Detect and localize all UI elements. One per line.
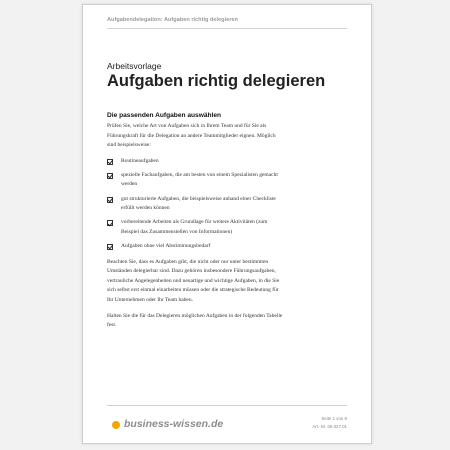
document-page (82, 4, 372, 444)
document-content (107, 111, 283, 337)
header-divider (107, 28, 347, 29)
section-heading: Die passenden Aufgaben auswählen (107, 112, 222, 119)
checked-checkbox-icon (107, 173, 113, 179)
checklist-item (107, 218, 283, 237)
brand-logo-text: business-wissen.de (124, 418, 224, 430)
closing-paragraph: Halten Sie die für das Delegieren möglichen Aufgaben in der folgenden Tabelle fest. (107, 312, 283, 329)
checklist-item (107, 195, 283, 214)
task-checklist (107, 157, 283, 252)
brand-dot-icon (112, 421, 120, 429)
checked-checkbox-icon (107, 159, 113, 165)
delegation-note-paragraph: Beachten Sie, dass es Aufgaben gibt, die nicht oder nur unter bestimmten Umständen delegierbar sind. Dazu gehören insbesondere Führungsaufgaben, vertrauliche Angelegenheiten und neuartige und wichtige Aufgaben, in die Sie sich selbst erst einmal einarbeiten müssen oder die strategische Bedeutung für Ihr Unternehmen oder Ihr Team haben. (107, 258, 280, 303)
checked-checkbox-icon (107, 220, 113, 226)
checklist-item (107, 171, 283, 190)
checklist-item (107, 242, 283, 252)
checked-checkbox-icon (107, 197, 113, 203)
checklist-item-text: Aufgaben ohne viel Abstimmungsbedarf (121, 242, 211, 249)
checklist-item-text: gut strukturierte Aufgaben, die beispielsweise anhand einer Checkliste erfüllt werden können (121, 195, 276, 212)
checklist-item (107, 157, 283, 167)
page-number: Seite 1 von 8 (321, 416, 347, 421)
checklist-item-text: vorbereitende Arbeiten als Grundlage für weitere Aktivitäten (zum Beispiel das Zusammenstellen von Informationen) (121, 219, 268, 235)
document-title: Aufgaben richtig delegieren (107, 72, 326, 90)
running-header: Aufgabendelegation: Aufgaben richtig delegieren (107, 17, 238, 23)
article-number: Art.-Nr. 06.027.01 (312, 424, 347, 429)
checked-checkbox-icon (107, 244, 113, 250)
document-type: Arbeitsvorlage (107, 61, 162, 71)
intro-paragraph: Prüfen Sie, welche Art von Aufgaben sich in Ihrem Team und für Sie als Führungskraft für die Delegation an andere Teammitglieder eignen. Möglich sind beispielsweise: (107, 123, 276, 149)
footer-divider (107, 405, 347, 406)
checklist-item-text: Routineaufgaben (121, 157, 159, 164)
checklist-item-text: spezielle Fachaufgaben, die am besten von einem Spezialisten gemacht werden (121, 171, 278, 188)
